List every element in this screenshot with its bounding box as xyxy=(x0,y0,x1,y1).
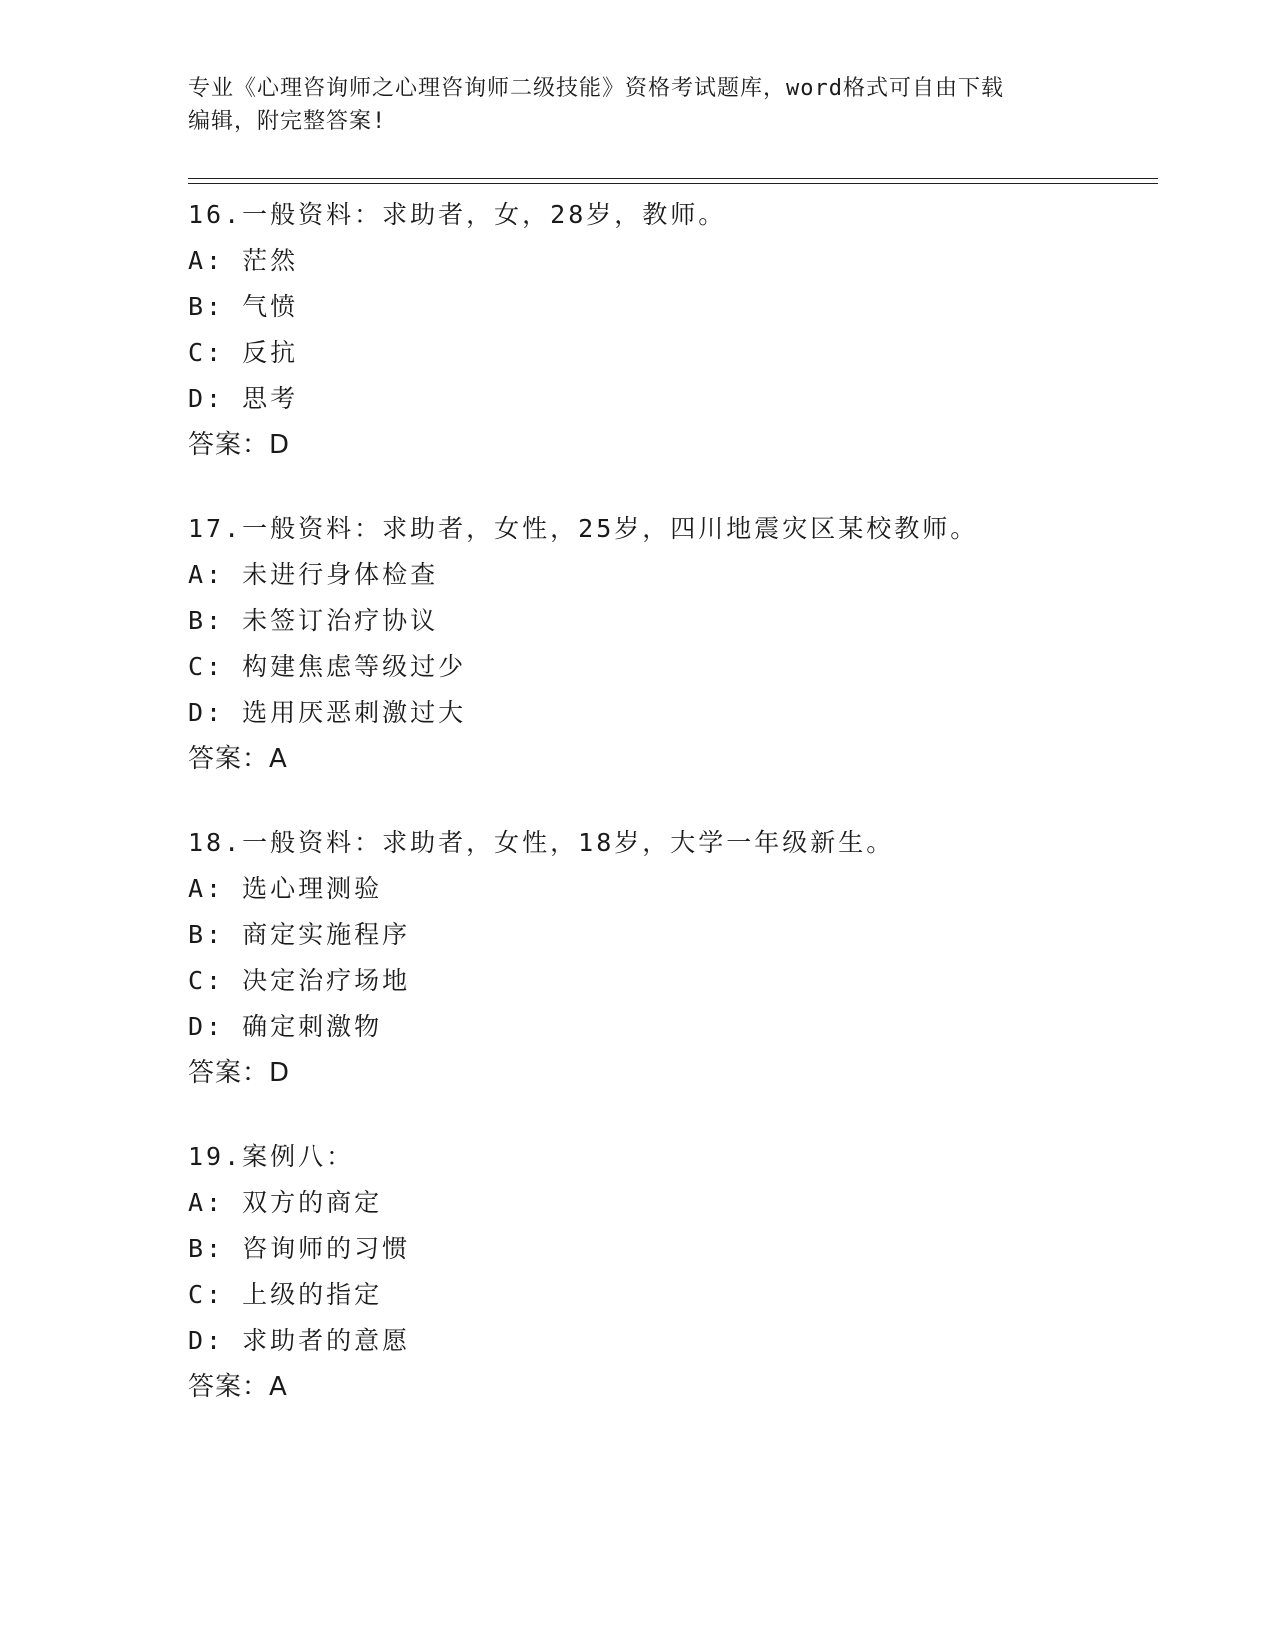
option-a: A: 茫然 xyxy=(188,246,299,275)
option-a: A: 双方的商定 xyxy=(188,1188,383,1217)
question-list xyxy=(188,192,1148,1448)
answer-line: 答案：D xyxy=(188,430,291,460)
option-a: A: 未进行身体检查 xyxy=(188,560,439,589)
answer-line: 答案：A xyxy=(188,744,288,774)
answer-line: 答案：A xyxy=(188,1372,288,1402)
option-b: B: 咨询师的习惯 xyxy=(188,1234,411,1263)
document-header xyxy=(188,72,1088,138)
question-stem: 19.案例八： xyxy=(188,1142,355,1171)
option-d: D: 选用厌恶刺激过大 xyxy=(188,698,467,727)
question-16 xyxy=(188,192,1148,468)
option-c: C: 反抗 xyxy=(188,338,299,367)
option-a: A: 选心理测验 xyxy=(188,874,383,903)
option-d: D: 确定刺激物 xyxy=(188,1012,383,1041)
option-b: B: 未签订治疗协议 xyxy=(188,606,439,635)
answer-line: 答案：D xyxy=(188,1058,291,1088)
header-line-2: 编辑，附完整答案! xyxy=(188,109,387,134)
question-stem: 18.一般资料：求助者，女性，18岁，大学一年级新生。 xyxy=(188,828,895,857)
option-c: C: 决定治疗场地 xyxy=(188,966,411,995)
option-c: C: 构建焦虑等级过少 xyxy=(188,652,467,681)
option-b: B: 气愤 xyxy=(188,292,299,321)
question-17 xyxy=(188,506,1148,782)
header-line-1: 专业《心理咨询师之心理咨询师二级技能》资格考试题库，word格式可自由下载 xyxy=(188,76,1004,101)
option-c: C: 上级的指定 xyxy=(188,1280,383,1309)
option-b: B: 商定实施程序 xyxy=(188,920,411,949)
option-d: D: 求助者的意愿 xyxy=(188,1326,411,1355)
option-d: D: 思考 xyxy=(188,384,299,413)
header-divider-top xyxy=(188,178,1158,179)
question-stem: 17.一般资料：求助者，女性，25岁，四川地震灾区某校教师。 xyxy=(188,514,979,543)
question-19 xyxy=(188,1134,1148,1410)
header-divider-bottom xyxy=(188,183,1158,184)
question-stem: 16.一般资料：求助者，女，28岁，教师。 xyxy=(188,200,727,229)
question-18 xyxy=(188,820,1148,1096)
